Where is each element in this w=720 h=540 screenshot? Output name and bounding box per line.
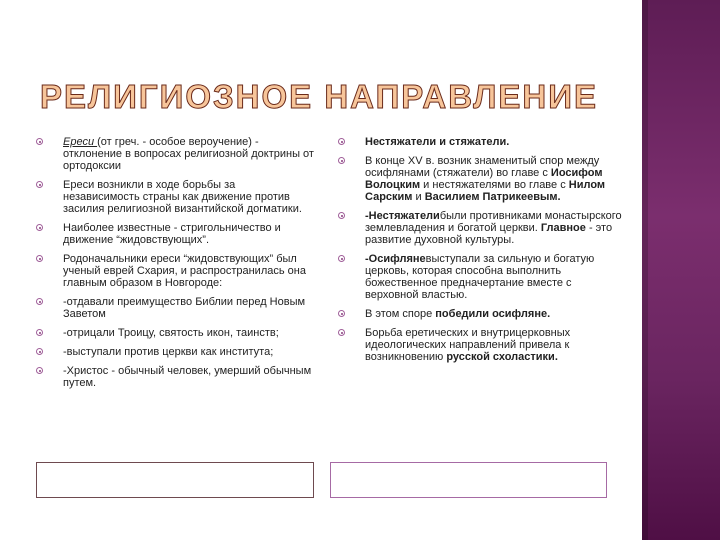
item-text: В этом споре — [365, 308, 436, 320]
item-text: Иосифом Волоцким — [365, 167, 603, 191]
decorative-sidebar — [642, 0, 720, 540]
list-item — [338, 327, 628, 363]
list-item — [36, 253, 314, 289]
item-text: -Христос - обычный человек, умерший обычным путем. — [63, 365, 312, 389]
list-item — [36, 365, 314, 389]
right-bullet-list — [338, 136, 628, 370]
item-text: -отдавали преимущество Библии перед Новым Заветом — [63, 296, 306, 320]
list-item — [338, 155, 628, 203]
bullet-icon — [338, 157, 345, 164]
item-text: Наиболее известные - стригольничество и движение “жидовствующих”. — [63, 222, 281, 246]
item-text: -отрицали Троицу, святость икон, таинств; — [63, 327, 279, 339]
left-empty-textbox[interactable] — [36, 462, 314, 498]
item-text: -Осифляне — [365, 253, 426, 265]
item-text: В конце XV в. возник знаменитый спор между осифлянами (стяжатели) во главе с — [365, 155, 600, 179]
bullet-icon — [36, 138, 43, 145]
left-bullet-list — [36, 136, 314, 396]
item-text: были противниками монастырского землевладения и богатой церкви. — [365, 210, 622, 234]
list-item — [36, 222, 314, 246]
item-text: и нестяжателями во главе с — [420, 179, 569, 191]
bullet-icon — [338, 212, 345, 219]
bullet-icon — [338, 310, 345, 317]
bullet-icon — [338, 138, 345, 145]
list-item — [36, 136, 314, 172]
item-text: Василием Патрикеевым. — [424, 191, 561, 203]
item-text: Главное — [540, 222, 586, 234]
bullet-icon — [36, 181, 43, 188]
bullet-icon — [36, 224, 43, 231]
item-text: Борьба еретических и внутрицерковных идеологических направлений привела к возникновению — [365, 327, 571, 363]
list-item — [36, 296, 314, 320]
list-item — [36, 327, 314, 339]
bullet-icon — [36, 329, 43, 336]
item-text: выступали за сильную и богатую церковь, которая способна выполнить божественное предначертание вместе с верховной властью. — [365, 253, 595, 301]
list-item — [36, 179, 314, 215]
item-text: Ереси — [63, 136, 98, 148]
list-item — [338, 308, 628, 320]
item-text: Нилом Сарским — [365, 179, 606, 203]
item-text: Родоначальники ереси “жидовствующих” был ученый еврей Схария, и распространилась она главным образом в Новгороде: — [63, 253, 306, 289]
list-item — [338, 210, 628, 246]
bullet-icon — [36, 298, 43, 305]
list-item — [338, 253, 628, 301]
list-item — [338, 136, 628, 148]
bullet-icon — [36, 255, 43, 262]
list-item — [36, 346, 314, 358]
item-text: -Нестяжатели — [365, 210, 440, 222]
item-text: (от греч. - особое вероучение) - отклонение в вопросах религиозной доктрины от ортодоксии — [63, 136, 314, 172]
bullet-icon — [36, 367, 43, 374]
bullet-icon — [36, 348, 43, 355]
slide-title: РЕЛИГИОЗНОЕ НАПРАВЛЕНИЕ — [40, 78, 598, 115]
item-text: - это развитие духовной культуры. — [365, 222, 613, 246]
item-text: Нестяжатели и стяжатели. — [365, 136, 510, 148]
item-text: Ереси возникли в ходе борьбы за независимость страны как движение против засилия религиозной византийской догматики. — [63, 179, 302, 215]
bullet-icon — [338, 329, 345, 336]
item-text: русской схоластики. — [446, 351, 558, 363]
right-empty-textbox[interactable] — [330, 462, 607, 498]
bullet-icon — [338, 255, 345, 262]
item-text: и — [412, 191, 425, 203]
item-text: -выступали против церкви как института; — [63, 346, 274, 358]
item-text: победили осифляне. — [435, 308, 551, 320]
